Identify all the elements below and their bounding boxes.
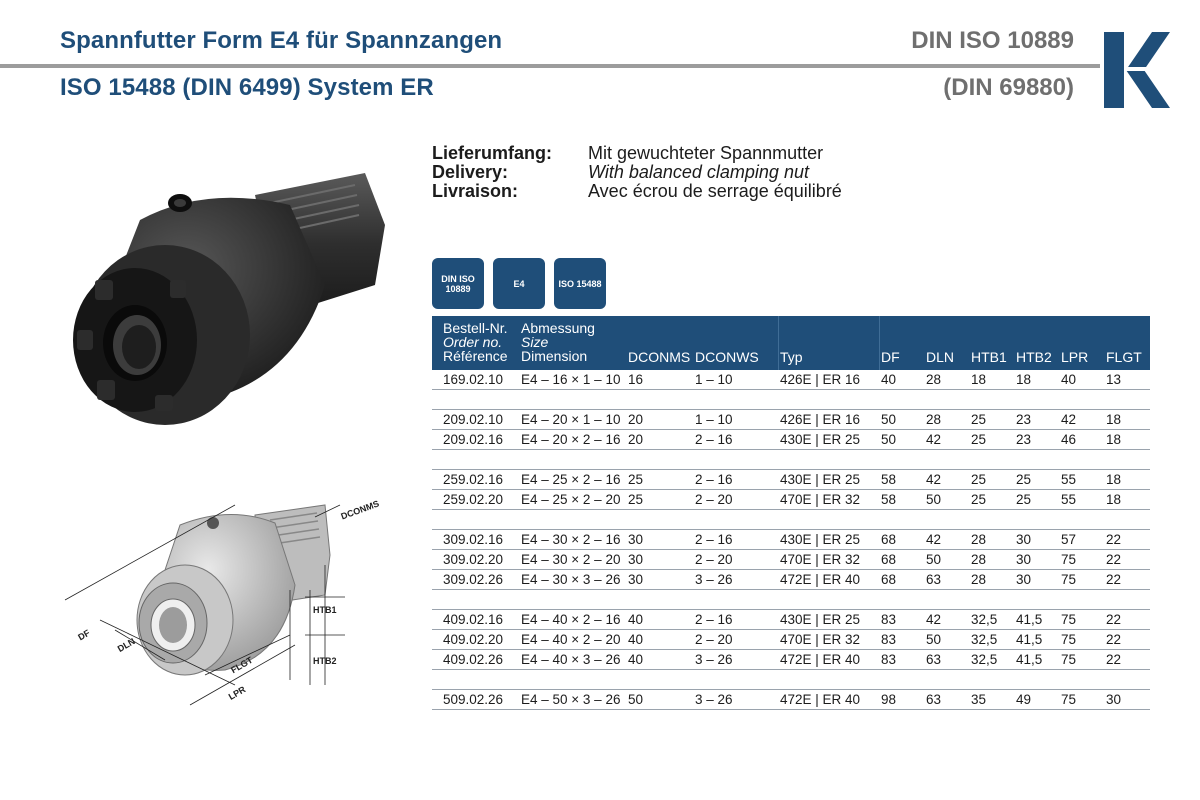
header-flgt: FLGT [1106, 349, 1142, 365]
drawing-label-flgt: FLGT [229, 654, 255, 676]
header-htb1: HTB1 [971, 349, 1007, 365]
delivery-label-fr: Livraison: [432, 181, 519, 201]
table-row [432, 690, 1150, 710]
cell-dln: 50 [926, 552, 942, 567]
cell-order-no: 259.02.16 [443, 472, 504, 487]
cell-flgt: 22 [1106, 572, 1122, 587]
cell-htb1: 25 [971, 412, 987, 427]
cell-htb1: 32,5 [971, 612, 998, 627]
header-order-de: Bestell-Nr. [443, 320, 508, 336]
table-row [432, 410, 1150, 430]
drawing-label-htb1: HTB1 [313, 605, 337, 615]
header-size-de: Abmessung [521, 320, 595, 336]
cell-df: 83 [881, 612, 897, 627]
table-row [432, 490, 1150, 510]
drawing-label-lpr: LPR [226, 684, 248, 702]
cell-htb1: 25 [971, 492, 987, 507]
cell-dconms: 30 [628, 552, 644, 567]
table-header [432, 316, 1150, 370]
cell-lpr: 75 [1061, 612, 1077, 627]
delivery-row-en [432, 163, 842, 182]
delivery-value-en: With balanced clamping nut [588, 162, 809, 182]
cell-lpr: 46 [1061, 432, 1077, 447]
cell-typ: 430E | ER 25 [780, 432, 861, 447]
cell-size: E4 – 25 × 2 – 16 [521, 472, 621, 487]
cell-lpr: 75 [1061, 692, 1077, 707]
page-subtitle: ISO 15488 (DIN 6499) System ER [60, 74, 434, 101]
cell-order-no: 409.02.16 [443, 612, 504, 627]
cell-flgt: 22 [1106, 532, 1122, 547]
cell-lpr: 42 [1061, 412, 1077, 427]
cell-lpr: 55 [1061, 492, 1077, 507]
cell-htb1: 32,5 [971, 652, 998, 667]
cell-dln: 63 [926, 572, 942, 587]
page-title: Spannfutter Form E4 für Spannzangen [60, 27, 503, 54]
cell-htb2: 41,5 [1016, 632, 1043, 647]
cell-size: E4 – 20 × 2 – 16 [521, 432, 621, 447]
cell-dconws: 2 – 16 [695, 532, 733, 547]
cell-htb2: 30 [1016, 552, 1032, 567]
cell-htb1: 28 [971, 552, 987, 567]
cell-typ: 472E | ER 40 [780, 692, 861, 707]
header-size-fr: Dimension [521, 348, 588, 364]
dimensions-table [432, 316, 1150, 710]
cell-htb1: 28 [971, 572, 987, 587]
cell-dconws: 2 – 20 [695, 492, 733, 507]
cell-size: E4 – 40 × 2 – 20 [521, 632, 621, 647]
cell-typ: 426E | ER 16 [780, 412, 861, 427]
cell-dconms: 25 [628, 472, 644, 487]
cell-dconws: 3 – 26 [695, 652, 733, 667]
standard-badges [432, 258, 606, 309]
cell-size: E4 – 25 × 2 – 20 [521, 492, 621, 507]
cell-typ: 426E | ER 16 [780, 372, 861, 387]
cell-order-no: 409.02.20 [443, 632, 504, 647]
cell-order-no: 209.02.16 [443, 432, 504, 447]
cell-htb2: 30 [1016, 572, 1032, 587]
cell-dln: 42 [926, 432, 942, 447]
table-row [432, 650, 1150, 670]
cell-flgt: 30 [1106, 692, 1122, 707]
cell-order-no: 509.02.26 [443, 692, 504, 707]
cell-htb1: 18 [971, 372, 987, 387]
cell-htb1: 25 [971, 432, 987, 447]
header-order-en: Order no. [443, 334, 503, 350]
cell-dconms: 40 [628, 632, 644, 647]
cell-htb2: 23 [1016, 412, 1032, 427]
cell-df: 50 [881, 412, 897, 427]
cell-df: 83 [881, 632, 897, 647]
cell-dconws: 3 – 26 [695, 572, 733, 587]
badge-iso: ISO 15488 [554, 258, 606, 309]
cell-flgt: 18 [1106, 412, 1122, 427]
delivery-row-de [432, 144, 842, 163]
technical-drawing [55, 495, 395, 725]
table-row-spacer [432, 450, 1150, 470]
cell-flgt: 22 [1106, 552, 1122, 567]
standard-label: DIN ISO 10889 [911, 27, 1074, 54]
cell-lpr: 40 [1061, 372, 1077, 387]
cell-df: 40 [881, 372, 897, 387]
delivery-value-de: Mit gewuchteter Spannmutter [588, 143, 824, 163]
cell-typ: 430E | ER 25 [780, 532, 861, 547]
cell-order-no: 309.02.20 [443, 552, 504, 567]
header-separator [879, 316, 880, 370]
table-row [432, 630, 1150, 650]
cell-typ: 430E | ER 25 [780, 612, 861, 627]
delivery-value-fr: Avec écrou de serrage équilibré [588, 181, 842, 201]
cell-dconws: 3 – 26 [695, 692, 733, 707]
brand-logo [1100, 28, 1172, 112]
table-row [432, 530, 1150, 550]
cell-dconms: 25 [628, 492, 644, 507]
cell-order-no: 409.02.26 [443, 652, 504, 667]
delivery-row-fr [432, 182, 842, 201]
cell-dconws: 2 – 16 [695, 432, 733, 447]
cell-size: E4 – 20 × 1 – 10 [521, 412, 621, 427]
cell-flgt: 22 [1106, 632, 1122, 647]
cell-dconms: 20 [628, 432, 644, 447]
cell-lpr: 75 [1061, 572, 1077, 587]
cell-flgt: 18 [1106, 472, 1122, 487]
cell-size: E4 – 30 × 2 – 16 [521, 532, 621, 547]
cell-dconms: 40 [628, 652, 644, 667]
cell-lpr: 57 [1061, 532, 1077, 547]
header-order-fr: Référence [443, 348, 508, 364]
table-row [432, 610, 1150, 630]
cell-htb2: 25 [1016, 472, 1032, 487]
cell-order-no: 309.02.16 [443, 532, 504, 547]
cell-dconws: 2 – 20 [695, 632, 733, 647]
drawing-label-htb2: HTB2 [313, 656, 337, 666]
cell-typ: 472E | ER 40 [780, 572, 861, 587]
header-dln: DLN [926, 349, 955, 365]
cell-dconms: 50 [628, 692, 644, 707]
cell-size: E4 – 16 × 1 – 10 [521, 372, 621, 387]
table-body [432, 370, 1150, 710]
cell-dconws: 2 – 20 [695, 552, 733, 567]
cell-dconws: 1 – 10 [695, 412, 733, 427]
cell-htb2: 25 [1016, 492, 1032, 507]
cell-dconms: 40 [628, 612, 644, 627]
cell-lpr: 75 [1061, 652, 1077, 667]
cell-size: E4 – 50 × 3 – 26 [521, 692, 621, 707]
table-row [432, 370, 1150, 390]
cell-lpr: 55 [1061, 472, 1077, 487]
cell-dconws: 2 – 16 [695, 612, 733, 627]
header-lpr: LPR [1061, 349, 1089, 365]
cell-order-no: 169.02.10 [443, 372, 504, 387]
cell-dln: 50 [926, 632, 942, 647]
cell-order-no: 309.02.26 [443, 572, 504, 587]
cell-df: 50 [881, 432, 897, 447]
cell-htb2: 18 [1016, 372, 1032, 387]
cell-dln: 63 [926, 692, 942, 707]
cell-df: 58 [881, 472, 897, 487]
cell-dln: 50 [926, 492, 942, 507]
cell-typ: 470E | ER 32 [780, 552, 861, 567]
cell-flgt: 18 [1106, 432, 1122, 447]
header-dconms: DCONMS [628, 349, 691, 365]
cell-dconms: 20 [628, 412, 644, 427]
cell-typ: 430E | ER 25 [780, 472, 861, 487]
table-row [432, 430, 1150, 450]
cell-dln: 42 [926, 472, 942, 487]
cell-htb1: 25 [971, 472, 987, 487]
header-df: DF [881, 349, 900, 365]
table-row [432, 570, 1150, 590]
product-photo [55, 165, 395, 435]
cell-dconms: 30 [628, 572, 644, 587]
cell-size: E4 – 30 × 3 – 26 [521, 572, 621, 587]
cell-flgt: 13 [1106, 372, 1122, 387]
table-row-spacer [432, 670, 1150, 690]
cell-htb2: 30 [1016, 532, 1032, 547]
drawing-label-dln: DLN [115, 636, 137, 654]
cell-lpr: 75 [1061, 632, 1077, 647]
cell-dln: 28 [926, 412, 942, 427]
cell-flgt: 22 [1106, 652, 1122, 667]
cell-dconws: 2 – 16 [695, 472, 733, 487]
cell-dln: 28 [926, 372, 942, 387]
cell-htb2: 41,5 [1016, 652, 1043, 667]
cell-dln: 42 [926, 532, 942, 547]
cell-flgt: 18 [1106, 492, 1122, 507]
delivery-label-de: Lieferumfang: [432, 143, 553, 163]
cell-htb1: 35 [971, 692, 987, 707]
cell-typ: 470E | ER 32 [780, 632, 861, 647]
cell-htb1: 32,5 [971, 632, 998, 647]
cell-dconms: 16 [628, 372, 644, 387]
cell-df: 83 [881, 652, 897, 667]
cell-htb2: 41,5 [1016, 612, 1043, 627]
cell-typ: 470E | ER 32 [780, 492, 861, 507]
table-row-spacer [432, 390, 1150, 410]
header-size-en: Size [521, 334, 549, 350]
header-size [521, 321, 595, 363]
cell-df: 68 [881, 532, 897, 547]
cell-htb1: 28 [971, 532, 987, 547]
drawing-label-dconms: DCONMS [339, 498, 381, 522]
cell-size: E4 – 40 × 2 – 16 [521, 612, 621, 627]
header-separator [778, 316, 779, 370]
drawing-label-df: DF [76, 627, 92, 643]
cell-dconws: 1 – 10 [695, 372, 733, 387]
cell-size: E4 – 30 × 2 – 20 [521, 552, 621, 567]
cell-dln: 42 [926, 612, 942, 627]
cell-htb2: 49 [1016, 692, 1032, 707]
header-rule [0, 64, 1100, 68]
cell-dconms: 30 [628, 532, 644, 547]
cell-htb2: 23 [1016, 432, 1032, 447]
cell-df: 68 [881, 572, 897, 587]
table-row [432, 470, 1150, 490]
header-dconws: DCONWS [695, 349, 759, 365]
cell-size: E4 – 40 × 3 – 26 [521, 652, 621, 667]
header-typ: Typ [780, 349, 803, 365]
header-order [443, 321, 508, 363]
header-htb2: HTB2 [1016, 349, 1052, 365]
cell-dln: 63 [926, 652, 942, 667]
cell-df: 68 [881, 552, 897, 567]
cell-order-no: 259.02.20 [443, 492, 504, 507]
delivery-info [432, 144, 842, 201]
cell-flgt: 22 [1106, 612, 1122, 627]
badge-e4: E4 [493, 258, 545, 309]
table-row [432, 550, 1150, 570]
cell-typ: 472E | ER 40 [780, 652, 861, 667]
cell-df: 58 [881, 492, 897, 507]
table-row-spacer [432, 590, 1150, 610]
table-row-spacer [432, 510, 1150, 530]
cell-df: 98 [881, 692, 897, 707]
delivery-label-en: Delivery: [432, 162, 509, 182]
cell-lpr: 75 [1061, 552, 1077, 567]
cell-order-no: 209.02.10 [443, 412, 504, 427]
badge-din-iso: DIN ISO 10889 [432, 258, 484, 309]
standard-alt-label: (DIN 69880) [943, 74, 1074, 101]
